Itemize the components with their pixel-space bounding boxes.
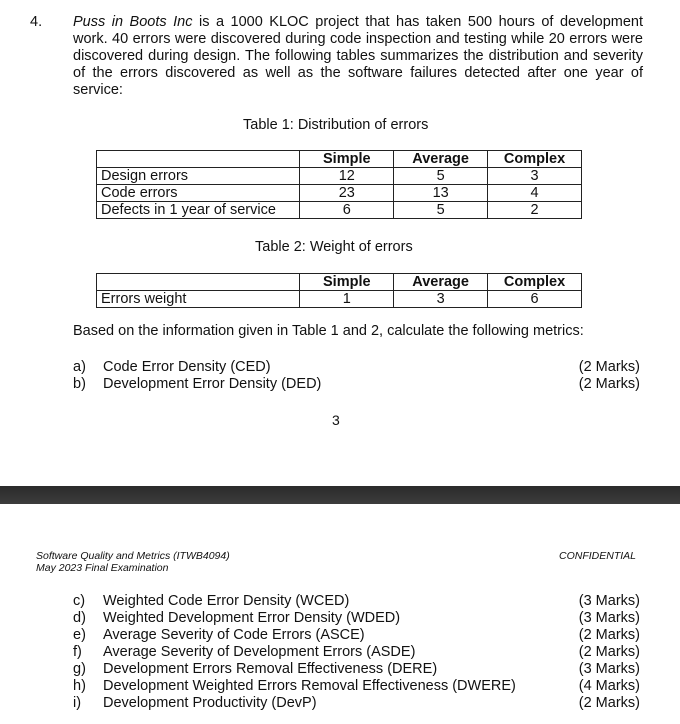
cell-value: 6 [300,202,394,219]
item-marks: (2 Marks) [578,644,640,660]
question-body: is a 1000 KLOC project that has taken 500 hours of development work. 40 errors were discovered during code inspection and testing while 20 errors were discovered during design. The following tables summarizes the distribution and severity of the errors discovered as well as the software failures detected after one year of service: [73,14,643,98]
item-letter: f) [73,644,82,660]
header-complex: Complex [488,274,582,291]
table2-caption: Table 2: Weight of errors [255,239,413,255]
list-item [73,678,640,695]
header-average: Average [394,151,488,168]
table-row [97,291,582,308]
table-header-row [97,274,582,291]
item-title: Development Error Density (DED) [103,376,322,392]
header-simple: Simple [300,274,394,291]
header-blank-cell [97,151,300,168]
item-title: Weighted Code Error Density (WCED) [103,593,350,609]
row-label: Defects in 1 year of service [97,202,300,219]
item-letter: a) [73,359,86,375]
metrics-list-first [73,359,640,393]
list-item [73,610,640,627]
list-item [73,644,640,661]
list-item [73,376,640,393]
errors-distribution-table [96,150,582,219]
cell-value: 3 [488,168,582,185]
row-label: Design errors [97,168,300,185]
company-name: Puss in Boots Inc [73,14,193,30]
item-letter: d) [73,610,86,626]
footer-exam: May 2023 Final Examination [36,562,169,574]
table-row [97,168,582,185]
item-title: Average Severity of Code Errors (ASCE) [103,627,365,643]
cell-value: 5 [394,202,488,219]
item-title: Weighted Development Error Density (WDED) [103,610,401,626]
cell-value: 5 [394,168,488,185]
question-number: 4. [30,14,43,30]
item-marks: (2 Marks) [578,376,640,392]
list-item [73,627,640,644]
row-label: Code errors [97,185,300,202]
page-break-divider [0,486,680,504]
header-complex: Complex [488,151,582,168]
item-marks: (2 Marks) [578,359,640,375]
cell-value: 12 [300,168,394,185]
row-label: Errors weight [97,291,300,308]
item-letter: g) [73,661,86,677]
item-title: Development Errors Removal Effectiveness (DERE) [103,661,438,677]
item-marks: (3 Marks) [578,610,640,626]
list-item [73,359,640,376]
header-blank-cell [97,274,300,291]
errors-weight-table [96,273,582,308]
item-marks: (2 Marks) [578,627,640,643]
table-row [97,185,582,202]
cell-value: 13 [394,185,488,202]
item-letter: i) [73,695,82,711]
question-text [73,14,643,99]
table-row [97,202,582,219]
cell-value: 3 [394,291,488,308]
item-title: Code Error Density (CED) [103,359,271,375]
item-title: Average Severity of Development Errors (ASDE) [103,644,416,660]
item-letter: e) [73,627,86,643]
item-marks: (4 Marks) [578,678,640,694]
cell-value: 23 [300,185,394,202]
item-title: Development Productivity (DevP) [103,695,317,711]
cell-value: 4 [488,185,582,202]
table-header-row [97,151,582,168]
list-item [73,593,640,610]
item-letter: b) [73,376,86,392]
item-marks: (2 Marks) [578,695,640,711]
item-title: Development Weighted Errors Removal Effectiveness (DWERE) [103,678,516,694]
page-number: 3 [332,412,340,428]
list-item [73,695,640,712]
footer-course: Software Quality and Metrics (ITWB4094) [36,550,230,562]
item-letter: c) [73,593,86,609]
cell-value: 6 [488,291,582,308]
item-marks: (3 Marks) [578,661,640,677]
item-marks: (3 Marks) [578,593,640,609]
metrics-list-second [73,593,640,712]
header-simple: Simple [300,151,394,168]
table1-caption: Table 1: Distribution of errors [243,117,429,133]
footer-classification: CONFIDENTIAL [558,550,636,562]
item-letter: h) [73,678,86,694]
header-average: Average [394,274,488,291]
cell-value: 2 [488,202,582,219]
cell-value: 1 [300,291,394,308]
list-item [73,661,640,678]
instruction-text: Based on the information given in Table 1 and 2, calculate the following metrics: [73,323,584,339]
footer-course-info [36,550,230,574]
